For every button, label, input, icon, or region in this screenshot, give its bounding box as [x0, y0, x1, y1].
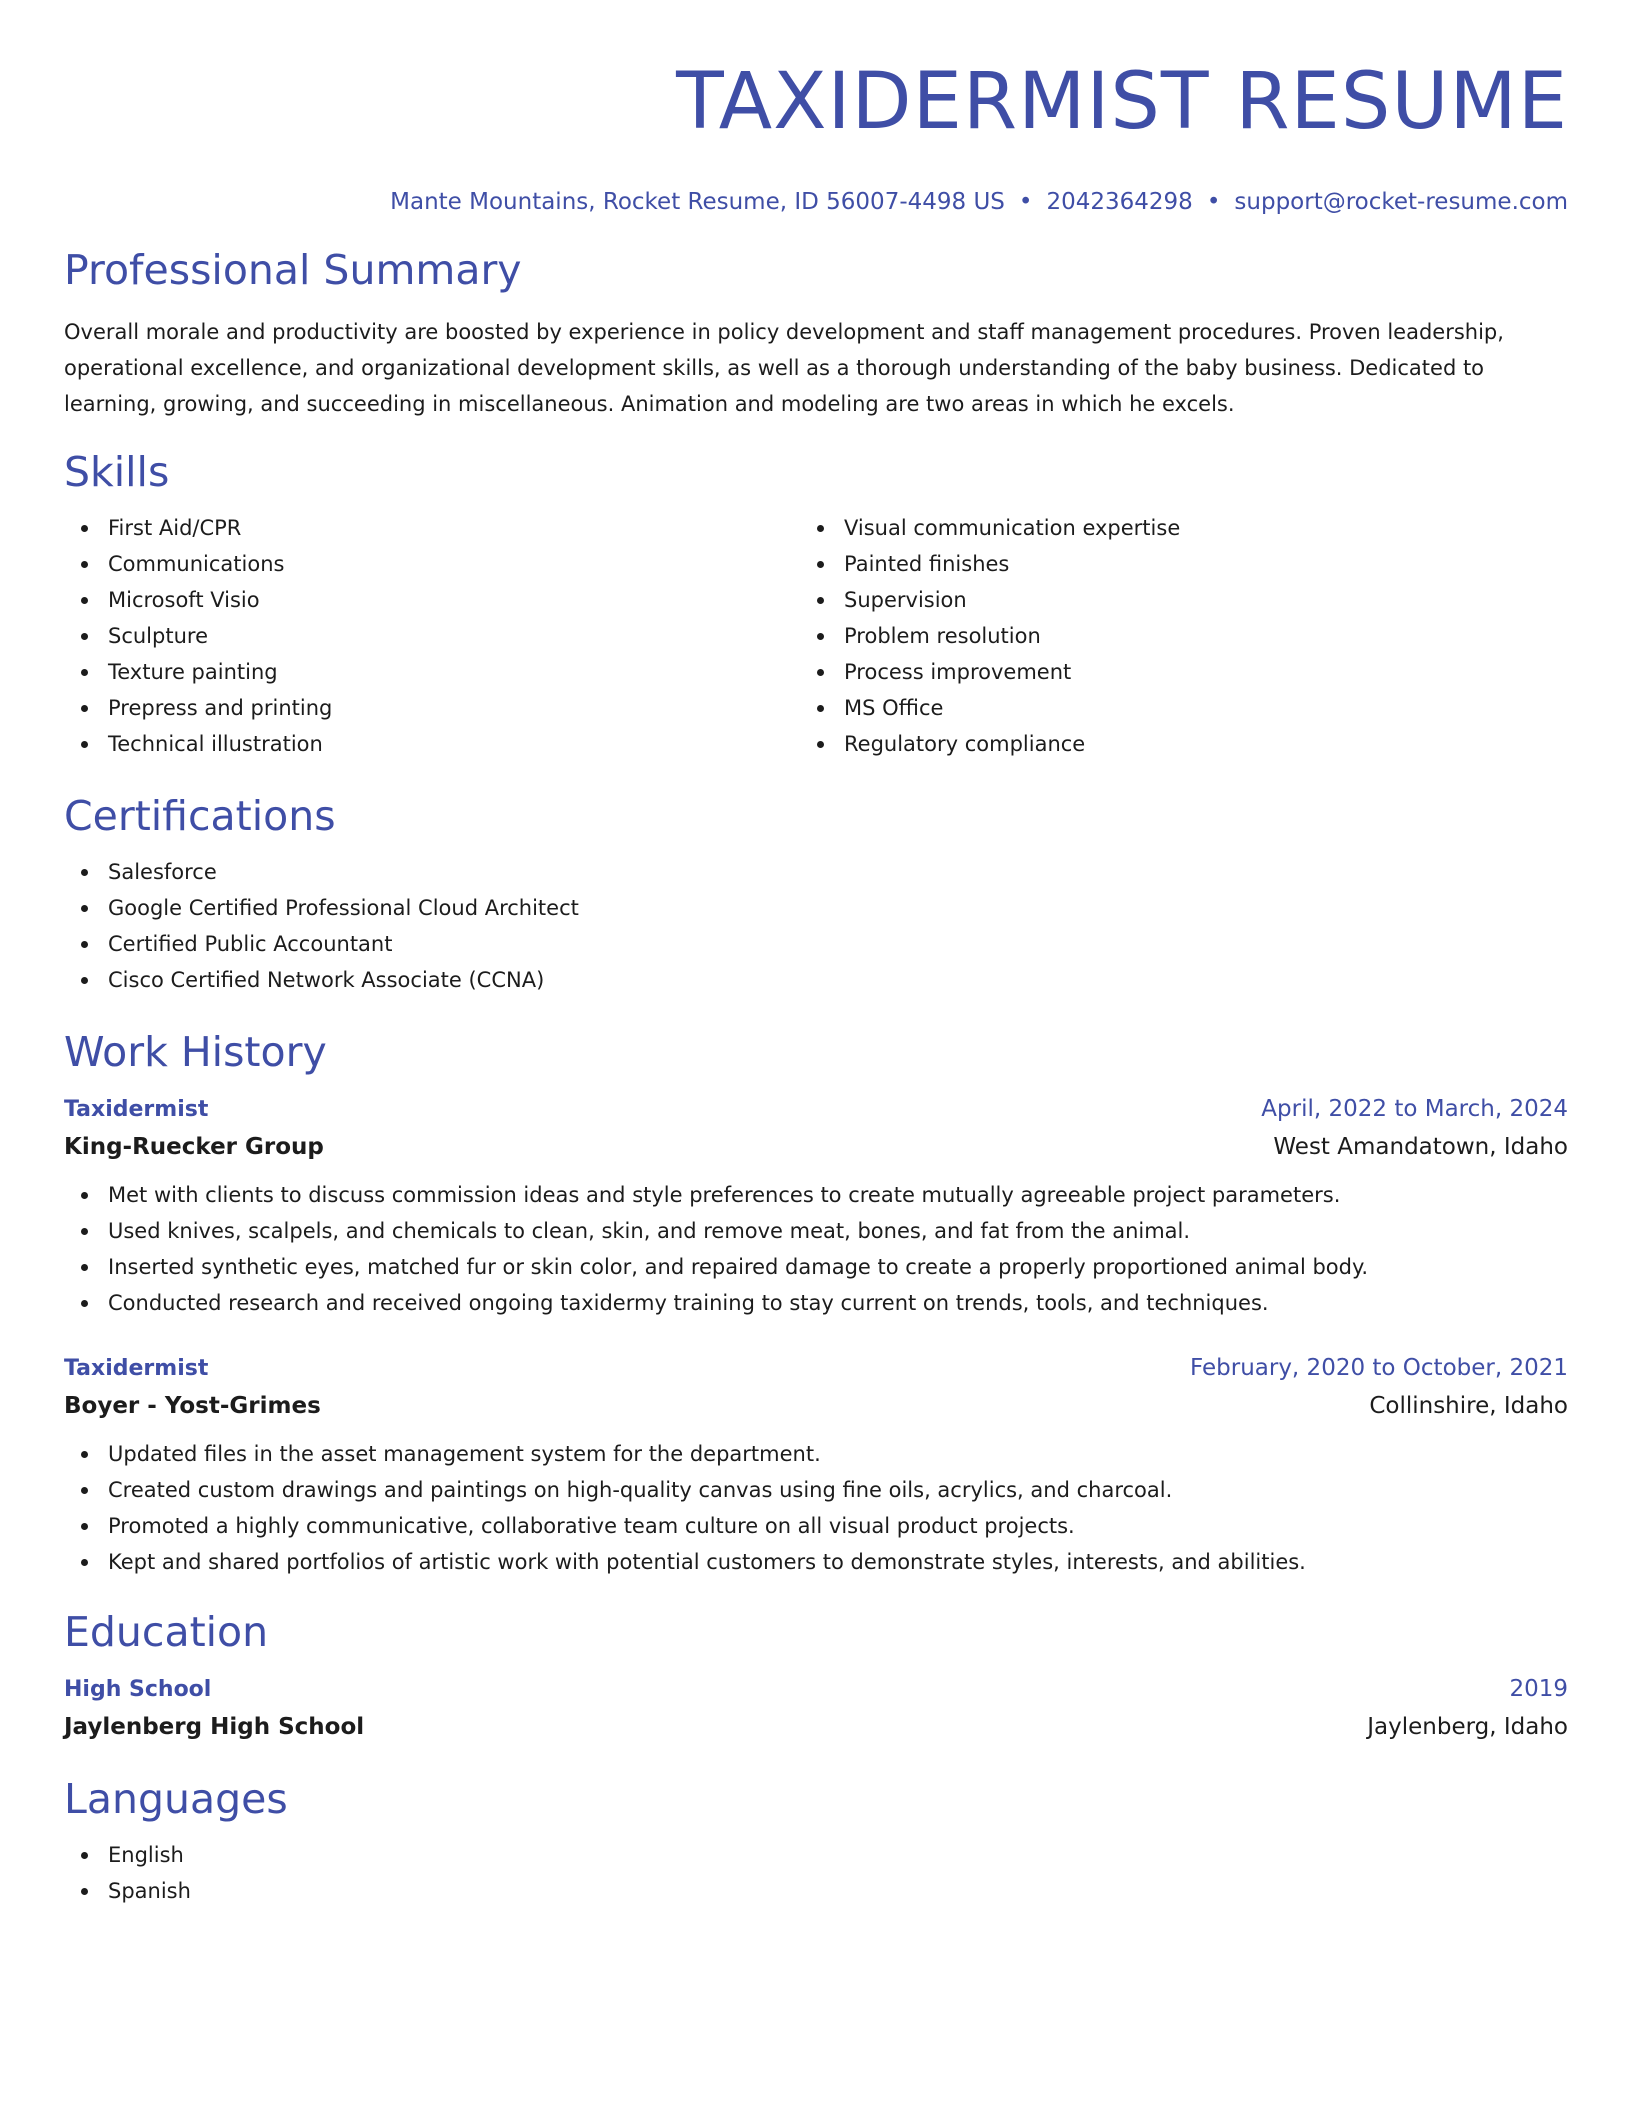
job-duty-item: Conducted research and received ongoing taxidermy training to stay current on trends, tools, and techniques.: [64, 1285, 1568, 1321]
job-duty-item: Promoted a highly communicative, collaborative team culture on all visual product projects.: [64, 1508, 1568, 1544]
language-item: English: [64, 1837, 1568, 1873]
job-employer: King-Ruecker Group: [64, 1134, 324, 1160]
education-header-row: [64, 1672, 1568, 1707]
languages-list: [64, 1837, 1568, 1909]
skill-item: Visual communication expertise: [800, 510, 1536, 546]
work-history-heading: Work History: [64, 1028, 327, 1076]
education-degree: High School: [64, 1677, 212, 1702]
skill-item: Painted finishes: [800, 546, 1536, 582]
skills-section: [64, 446, 1568, 762]
skill-item: Technical illustration: [64, 726, 800, 762]
job-duty-item: Kept and shared portfolios of artistic work with potential customers to demonstrate styles, interests, and abilities.: [64, 1544, 1568, 1580]
skills-column-right: [800, 510, 1536, 762]
contact-separator: •: [1018, 189, 1033, 215]
job-dates: February, 2020 to October, 2021: [1190, 1355, 1568, 1381]
work-history-section: [64, 1026, 1568, 1580]
skill-item: Problem resolution: [800, 618, 1536, 654]
resume-title: TAXIDERMIST RESUME: [676, 57, 1568, 147]
education-heading: Education: [64, 1608, 269, 1656]
job-employer: Boyer - Yost-Grimes: [64, 1393, 321, 1419]
certification-item: Cisco Certified Network Associate (CCNA): [64, 962, 1568, 998]
skill-item: Supervision: [800, 582, 1536, 618]
contact-email[interactable]: support@rocket-resume.com: [1234, 189, 1568, 215]
education-location: Jaylenberg, Idaho: [1367, 1714, 1568, 1740]
education-school: Jaylenberg High School: [64, 1714, 365, 1740]
job-duty-item: Used knives, scalpels, and chemicals to clean, skin, and remove meat, bones, and fat from the animal.: [64, 1213, 1568, 1249]
language-item: Spanish: [64, 1873, 1568, 1909]
certifications-section: [64, 790, 1568, 998]
skill-item: Prepress and printing: [64, 690, 800, 726]
summary-heading: Professional Summary: [64, 246, 522, 294]
skills-list-left: [64, 510, 800, 762]
job-header-row: [64, 1092, 1568, 1127]
skill-item: Texture painting: [64, 654, 800, 690]
education-section: [64, 1606, 1568, 1747]
languages-heading: Languages: [64, 1775, 288, 1823]
job-dates: April, 2022 to March, 2024: [1261, 1096, 1568, 1122]
job-header-row: [64, 1351, 1568, 1386]
contact-separator: •: [1206, 189, 1221, 215]
skills-column-left: [64, 510, 800, 762]
certifications-list: [64, 854, 1568, 998]
job-location: West Amandatown, Idaho: [1273, 1134, 1568, 1160]
certification-item: Salesforce: [64, 854, 1568, 890]
contact-phone: 2042364298: [1046, 189, 1193, 215]
skills-heading: Skills: [64, 448, 170, 496]
job-location: Collinshire, Idaho: [1369, 1393, 1568, 1419]
job-duty-item: Updated files in the asset management system for the department.: [64, 1436, 1568, 1472]
skills-grid: [64, 510, 1568, 762]
job-duty-item: Inserted synthetic eyes, matched fur or skin color, and repaired damage to create a properly proportioned animal body.: [64, 1249, 1568, 1285]
education-entry: [64, 1672, 1568, 1747]
skill-item: Regulatory compliance: [800, 726, 1536, 762]
certifications-heading: Certifications: [64, 792, 336, 840]
job-employer-row: [64, 1127, 1568, 1167]
certification-item: Google Certified Professional Cloud Architect: [64, 890, 1568, 926]
skills-list-right: [800, 510, 1536, 762]
education-school-row: [64, 1707, 1568, 1747]
job-entry: [64, 1092, 1568, 1321]
education-year: 2019: [1509, 1676, 1568, 1702]
skill-item: First Aid/CPR: [64, 510, 800, 546]
job-title: Taxidermist: [64, 1356, 209, 1381]
job-entry: [64, 1351, 1568, 1580]
skill-item: Communications: [64, 546, 800, 582]
languages-section: [64, 1773, 1568, 1909]
contact-address: Mante Mountains, Rocket Resume, ID 56007-4498 US: [390, 189, 1005, 215]
job-duties-list: [64, 1436, 1568, 1580]
skill-item: Microsoft Visio: [64, 582, 800, 618]
summary-text: Overall morale and productivity are boosted by experience in policy development and staff management procedures. Proven leadership, operational excellence, and organizational development skills, as well as a thorough understanding of the baby business. Dedicated to learning, growing, and succeeding in miscellaneous. Animation and modeling are two areas in which he excels.: [64, 320, 1504, 416]
skill-item: MS Office: [800, 690, 1536, 726]
certification-item: Certified Public Accountant: [64, 926, 1568, 962]
summary-section: [64, 244, 1568, 422]
job-title: Taxidermist: [64, 1097, 209, 1122]
job-employer-row: [64, 1386, 1568, 1426]
skill-item: Sculpture: [64, 618, 800, 654]
job-duty-item: Met with clients to discuss commission ideas and style preferences to create mutually agreeable project parameters.: [64, 1177, 1568, 1213]
resume-header: [64, 54, 1568, 218]
job-duties-list: [64, 1177, 1568, 1321]
contact-line: [64, 186, 1568, 218]
skill-item: Process improvement: [800, 654, 1536, 690]
job-duty-item: Created custom drawings and paintings on high-quality canvas using fine oils, acrylics, and charcoal.: [64, 1472, 1568, 1508]
